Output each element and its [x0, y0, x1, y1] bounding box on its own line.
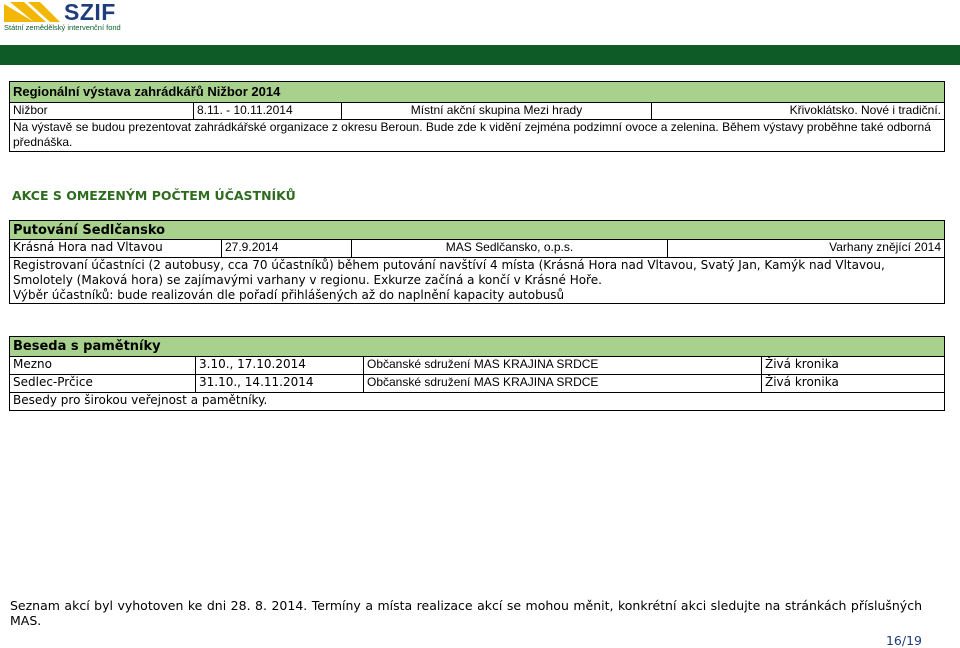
event-note: Křivoklátsko. Nové i tradiční. — [652, 103, 945, 120]
event-place: Sedlec-Prčice — [10, 375, 196, 393]
event-description-text: Registrovaní účastníci (2 autobusy, cca 70 účastníků) během putování navštíví 4 místa (Krásná Hora nad Vltavou, Svatý Jan, Kamýk nad Vltavou, Smolotely (Maková hora) se zajímavými varhany v regionu. Exkurze začíná a končí v Krásné Hoře. — [13, 258, 885, 287]
event-date: 27.9.2014 — [222, 240, 352, 258]
event-description: Na výstavě se budou prezentovat zahrádkářské organizace z okresu Beroun. Bude zde k vidění zejména podzimní ovoce a zelenina. Během výstavy proběhne také odborná přednáška. — [10, 120, 945, 152]
event-note: Varhany znějící 2014 — [668, 240, 945, 258]
szif-logo — [4, 2, 144, 34]
event-organizer: Občanské sdružení MAS KRAJINA SRDCE — [364, 375, 762, 393]
szif-rays-icon — [4, 2, 62, 22]
event-table-vystava — [9, 81, 945, 152]
section-heading: AKCE S OMEZENÝM POČTEM ÚČASTNÍKŮ — [12, 188, 296, 203]
event-place: Mezno — [10, 357, 196, 375]
page-number: 16/19 — [885, 633, 922, 648]
event-title: Beseda s pamětníky — [10, 337, 945, 357]
event-description: Besedy pro širokou veřejnost a pamětníky. — [10, 393, 945, 411]
logo-wordmark: SZIF — [64, 0, 116, 25]
logo-subtitle: Státní zemědělský intervenční fond — [4, 23, 121, 32]
event-organizer: MAS Sedlčansko, o.p.s. — [352, 240, 668, 258]
event-place: Krásná Hora nad Vltavou — [10, 240, 222, 258]
event-note: Živá kronika — [762, 357, 945, 375]
event-selection-text: Výběr účastníků: bude realizován dle pořadí přihlášených až do naplnění kapacity autobusů — [13, 288, 565, 302]
event-description — [10, 258, 945, 304]
event-date: 8.11. - 10.11.2014 — [194, 103, 342, 120]
event-table-beseda — [9, 336, 945, 411]
table-row — [10, 375, 945, 393]
event-note: Živá kronika — [762, 375, 945, 393]
footer-note: Seznam akcí byl vyhotoven ke dni 28. 8. 2014. Termíny a místa realizace akcí se mohou měnit, konkrétní akci sledujte na stránkách příslušných MAS. — [10, 598, 922, 628]
event-place: Nižbor — [10, 103, 194, 120]
event-date: 3.10., 17.10.2014 — [196, 357, 364, 375]
event-title: Putování Sedlčansko — [10, 221, 945, 240]
event-organizer: Místní akční skupina Mezi hrady — [342, 103, 652, 120]
event-organizer: Občanské sdružení MAS KRAJINA SRDCE — [364, 357, 762, 375]
event-date: 31.10., 14.11.2014 — [196, 375, 364, 393]
table-row — [10, 357, 945, 375]
event-title: Regionální výstava zahrádkářů Nižbor 2014 — [10, 82, 945, 103]
header-green-bar — [0, 45, 960, 65]
event-table-putovani — [9, 220, 945, 304]
